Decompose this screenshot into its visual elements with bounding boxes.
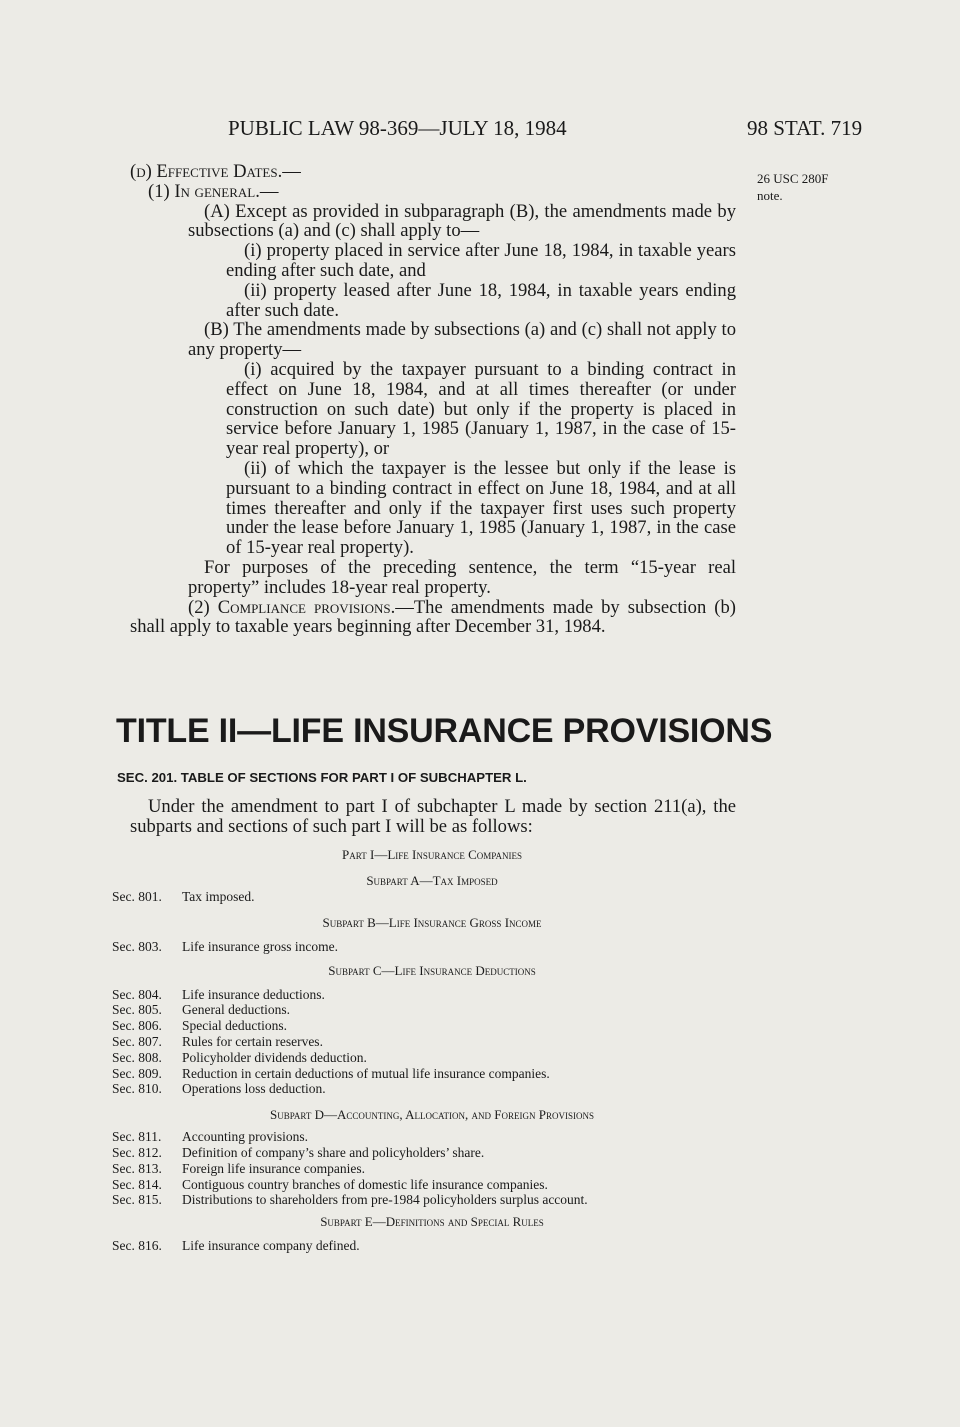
clause-b-i: (i) acquired by the taxpayer pursuant to a binding contract in effect on June 18, 1984, and at all times thereafter (or under construction on such date) but only if the property is placed in service before January 1, 1985 (January 1, 1987, in the case of 15-year real property), or: [226, 358, 736, 460]
toc-row: [112, 1066, 752, 1082]
paragraph-2: [130, 598, 736, 638]
toc-section-title: Special deductions.: [182, 1018, 287, 1034]
clause-a-ii: (ii) property leased after June 18, 1984, in taxable years ending after such date.: [226, 279, 736, 321]
toc-row: [112, 987, 752, 1003]
toc-row: [112, 939, 752, 955]
margin-citation: [757, 170, 829, 204]
intro-text: Under the amendment to part I of subchapter L made by section 211(a), the subparts and sections of such part I will be as follows:: [130, 796, 736, 837]
toc-section-number: Sec. 804.: [112, 986, 162, 1002]
toc-subpart-b-list: [112, 939, 752, 955]
toc-section-title: Rules for certain reserves.: [182, 1033, 323, 1049]
toc-subpart-a-list: [112, 889, 752, 905]
toc-section-number: Sec. 801.: [112, 889, 162, 904]
paragraph-2-text: The amendments made by subsection (b) shall apply to taxable years beginning after December 31, 1984.: [130, 596, 736, 638]
toc-section-title: Accounting provisions.: [182, 1129, 308, 1145]
toc-section-title: Definition of company’s share and policyholders’ share.: [182, 1144, 485, 1160]
section-201-heading: SEC. 201. TABLE OF SECTIONS FOR PART I OF SUBCHAPTER L.: [117, 770, 527, 785]
toc-row: [112, 889, 752, 905]
toc-section-title: Life insurance gross income.: [182, 938, 338, 954]
toc-row: [112, 1238, 752, 1254]
toc-section-number: Sec. 809.: [112, 1065, 162, 1081]
toc-subpart-c-list: [112, 987, 752, 1098]
paragraph-d-heading: (d) Effective Dates.—: [130, 161, 301, 182]
toc-section-title: Tax imposed.: [182, 889, 255, 904]
toc-row: [112, 1192, 752, 1208]
toc-section-number: Sec. 807.: [112, 1033, 162, 1049]
effective-dates-section: [130, 162, 736, 637]
clause-a-i: (i) property placed in service after June 18, 1984, in taxable years ending after such date, and: [226, 240, 736, 281]
running-header: PUBLIC LAW 98-369—JULY 18, 1984: [228, 116, 567, 140]
toc-subpart-b: Subpart B—Life Insurance Gross Income: [322, 914, 542, 930]
toc-subpart-c: Subpart C—Life Insurance Deductions: [328, 962, 536, 978]
statute-page-number: 98 STAT. 719: [747, 116, 863, 140]
purposes-sentence: For purposes of the preceding sentence, the term “15-year real property” includes 18-year real property.: [188, 556, 736, 598]
toc-section-title: Foreign life insurance companies.: [182, 1160, 365, 1176]
toc-section-title: Policyholder dividends deduction.: [182, 1049, 367, 1065]
toc-section-title: Contiguous country branches of domestic life insurance companies.: [182, 1176, 548, 1192]
title-heading: TITLE II—LIFE INSURANCE PROVISIONS: [116, 712, 773, 750]
toc-subpart-d-list: [112, 1129, 752, 1208]
toc-row: [112, 1161, 752, 1177]
toc-section-title: Life insurance deductions.: [182, 986, 325, 1002]
toc-subpart-e: Subpart E—Definitions and Special Rules: [320, 1214, 544, 1230]
toc-section-title: Reduction in certain deductions of mutual life insurance companies.: [182, 1065, 550, 1081]
toc-section-title: General deductions.: [182, 1002, 290, 1018]
toc-row: [112, 1050, 752, 1066]
toc-section-title: Distributions to shareholders from pre-1984 policyholders surplus account.: [182, 1192, 588, 1208]
toc-section-number: Sec. 808.: [112, 1049, 162, 1065]
toc-row: [112, 1034, 752, 1050]
toc-section-number: Sec. 816.: [112, 1238, 162, 1254]
toc-section-title: Operations loss deduction.: [182, 1081, 326, 1097]
toc-section-number: Sec. 815.: [112, 1192, 162, 1208]
clause-b-ii: (ii) of which the taxpayer is the lessee but only if the lease is pursuant to a binding contract in effect on June 18, 1984, and at all times thereafter and only if the taxpayer first uses such property under the lease before January 1, 1985 (January 1, 1987, in the case of 15-year real property).: [226, 457, 736, 559]
toc-section-number: Sec. 806.: [112, 1018, 162, 1034]
paragraph-2-heading: (2) Compliance provisions.—: [188, 596, 414, 618]
toc-row: [112, 1018, 752, 1034]
toc-row: [112, 1129, 752, 1145]
subparagraph-b: (B) The amendments made by subsections (a) and (c) shall not apply to any property—: [188, 319, 736, 361]
toc-row: [112, 1002, 752, 1018]
toc-subpart-e-list: [112, 1238, 752, 1254]
toc-row: [112, 1145, 752, 1161]
toc-part-heading: Part I—Life Insurance Companies: [342, 847, 522, 862]
margin-citation-code: 26 USC 280F: [757, 171, 829, 186]
subparagraph-a: (A) Except as provided in subparagraph (B), the amendments made by subsections (a) and (c) shall apply to—: [188, 200, 736, 242]
toc-section-number: Sec. 803.: [112, 938, 162, 954]
toc-subpart-a: Subpart A—Tax Imposed: [366, 873, 498, 888]
paragraph-1-heading: (1) In general.—: [148, 180, 279, 202]
toc-section-number: Sec. 810.: [112, 1081, 162, 1097]
toc-section-number: Sec. 805.: [112, 1002, 162, 1018]
margin-citation-note: note.: [757, 188, 783, 203]
toc-section-number: Sec. 812.: [112, 1144, 162, 1160]
toc-row: [112, 1177, 752, 1193]
section-201-intro: [130, 797, 736, 837]
table-of-sections: [112, 845, 752, 1254]
toc-section-number: Sec. 811.: [112, 1129, 162, 1145]
toc-section-number: Sec. 814.: [112, 1176, 162, 1192]
toc-section-title: Life insurance company defined.: [182, 1238, 360, 1254]
toc-row: [112, 1081, 752, 1097]
toc-section-number: Sec. 813.: [112, 1160, 162, 1176]
toc-subpart-d: Subpart D—Accounting, Allocation, and Foreign Provisions: [269, 1107, 595, 1123]
